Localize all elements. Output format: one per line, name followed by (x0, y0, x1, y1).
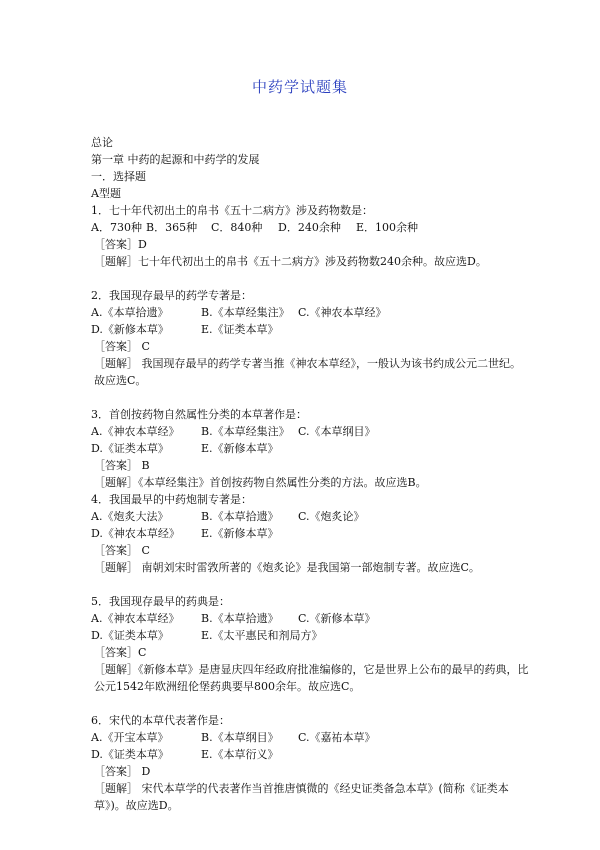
option: D.《证类本草》 (91, 748, 169, 761)
option-row (91, 423, 531, 440)
explanation: ［题解］ 南朝刘宋时雷敩所著的《炮炙论》是我国第一部炮制专著。故应选C。 (94, 561, 480, 574)
section-heading: 总论 (91, 136, 113, 149)
answer: ［答案］D (94, 238, 147, 251)
option: E.《太平惠民和剂局方》 (201, 629, 323, 642)
option-row (91, 746, 531, 763)
document-body (91, 134, 531, 814)
option: E.《本草衍义》 (201, 748, 279, 761)
option: A．730种 (91, 221, 142, 234)
option: B.《本草经集注》 (201, 425, 290, 438)
question-stem: 3．首创按药物自然属性分类的本草著作是： (91, 408, 307, 421)
option: A.《神农本草经》 (91, 425, 180, 438)
option: C.《嘉祐本草》 (298, 731, 376, 744)
option-row (91, 627, 531, 644)
option: C.《本草纲目》 (298, 425, 376, 438)
option: D.《新修本草》 (91, 323, 169, 336)
answer: ［答案］ B (94, 459, 150, 472)
part-heading: 一．选择题 (91, 170, 146, 183)
explanation: ［题解］《本草经集注》首创按药物自然属性分类的方法。故应选B。 (94, 476, 427, 489)
chapter-heading: 第一章 中药的起源和中药学的发展 (91, 153, 260, 166)
option: A.《炮炙大法》 (91, 510, 169, 523)
answer: ［答案］ D (94, 765, 151, 778)
option: A.《开宝本草》 (91, 731, 169, 744)
option-row (91, 508, 531, 525)
explanation: ［题解］ 宋代本草学的代表著作当首推唐慎微的《经史证类备急本草》(简称《证类本草》)。故应选D。 (94, 782, 509, 812)
option: E.《新修本草》 (201, 442, 279, 455)
question-stem: 1．七十年代初出土的帛书《五十二病方》涉及药物数是： (91, 204, 373, 217)
option: C．840种 (211, 221, 263, 234)
question-stem: 4．我国最早的中药炮制专著是： (91, 493, 252, 506)
answer: ［答案］ C (94, 340, 150, 353)
option: D．240余种 (278, 221, 341, 234)
explanation: ［题解］《新修本草》是唐显庆四年经政府批准编修的，它是世界上公布的最早的药典，比公元1542年欧洲纽伦堡药典要早800余年。故应选C。 (94, 663, 529, 693)
option-row (91, 525, 531, 542)
option: E.《新修本草》 (201, 527, 279, 540)
option: D.《神农本草经》 (91, 527, 180, 540)
option-row (91, 219, 531, 236)
option-row (91, 440, 531, 457)
option: B.《本草拾遗》 (201, 612, 279, 625)
option: B.《本草拾遗》 (201, 510, 279, 523)
option: C.《神农本草经》 (298, 306, 387, 319)
question-stem: 5．我国现存最早的药典是： (91, 595, 230, 608)
option: B.《本草纲目》 (201, 731, 279, 744)
answer: ［答案］C (94, 646, 147, 659)
option: C.《新修本草》 (298, 612, 376, 625)
explanation: ［题解］ 我国现存最早的药学专著当推《神农本草经》，一般认为该书约成公元二世纪。故应选C。 (94, 357, 521, 387)
option: D.《证类本草》 (91, 629, 169, 642)
option-row (91, 610, 531, 627)
option: A.《神农本草经》 (91, 612, 180, 625)
option: E．100余种 (356, 221, 419, 234)
option: B．365种 (146, 221, 198, 234)
option: A.《本草拾遗》 (91, 306, 169, 319)
question-type: A型题 (91, 187, 121, 200)
question-stem: 2．我国现存最早的药学专著是： (91, 289, 252, 302)
option: C.《炮炙论》 (298, 510, 365, 523)
option-row (91, 729, 531, 746)
explanation: ［题解］七十年代初出土的帛书《五十二病方》涉及药物数240余种。故应选D。 (94, 255, 487, 268)
answer: ［答案］ C (94, 544, 150, 557)
question-stem: 6．宋代的本草代表著作是： (91, 714, 230, 727)
option: E.《证类本草》 (201, 323, 279, 336)
page-title: 中药学试题集 (251, 78, 348, 96)
option: D.《证类本草》 (91, 442, 169, 455)
option-row (91, 304, 531, 321)
option-row (91, 321, 531, 338)
option: B.《本草经集注》 (201, 306, 290, 319)
